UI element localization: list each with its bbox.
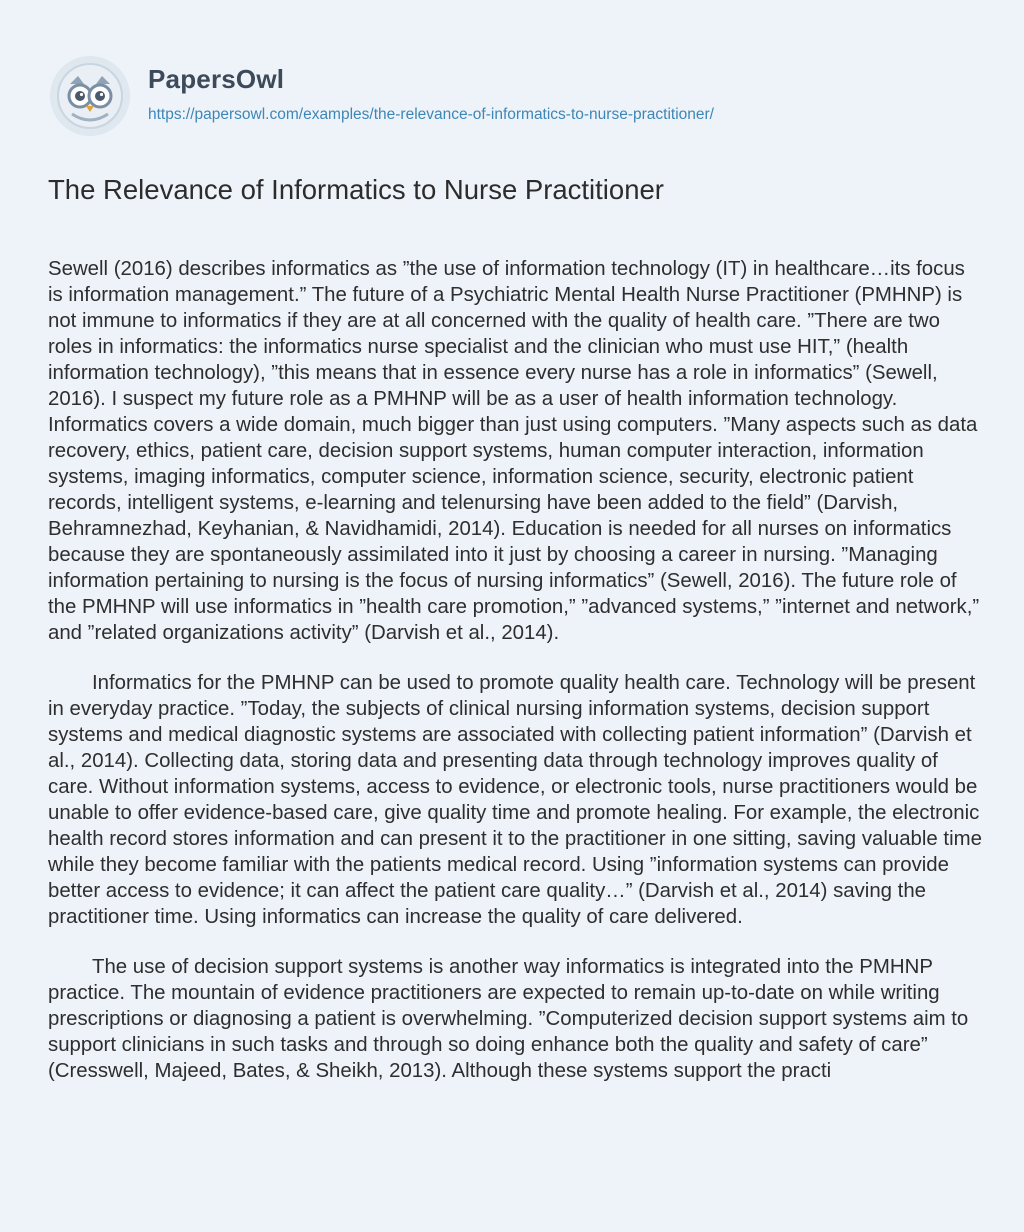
brand-block: [148, 60, 714, 124]
paragraph-2: Informatics for the PMHNP can be used to promote quality health care. Technology will be present in everyday practice. ”Today, the subjects of clinical nursing information systems, decision support systems and medical diagnostic systems are associated with collecting patient information” (Darvish et al., 2014). Collecting data, storing data and presenting data through technology improves quality of care. Without information systems, access to evidence, or electronic tools, nurse practitioners would be unable to offer evidence-based care, give quality time and promote healing. For example, the electronic health record stores information and can present it to the practitioner in one sitting, saving valuable time while they become familiar with the patients medical record. Using ”information systems can provide better access to evidence; it can affect the patient care quality…” (Darvish et al., 2014) saving the practitioner time. Using informatics can increase the quality of care delivered.: [48, 672, 982, 928]
source-url-link[interactable]: https://papersowl.com/examples/the-relevance-of-informatics-to-nurse-practitioner/: [148, 106, 714, 123]
paragraph-3: The use of decision support systems is another way informatics is integrated into the PMHNP practice. The mountain of evidence practitioners are expected to remain up-to-date on while writing prescriptions or diagnosing a patient is overwhelming. ”Computerized decision support systems aim to support clinicians in such tasks and through so doing enhance both the quality and safety of care” (Cresswell, Majeed, Bates, & Sheikh, 2013). Although these systems support the practi: [48, 956, 969, 1082]
brand-name[interactable]: PapersOwl: [148, 64, 285, 94]
site-header: [48, 60, 714, 130]
article-title: The Relevance of Informatics to Nurse Practitioner: [48, 174, 664, 205]
paragraph-1: Sewell (2016) describes informatics as ”the use of information technology (IT) in healthcare…its focus is information management.” The future of a Psychiatric Mental Health Nurse Practitioner (PMHNP) is not immune to informatics if they are at all concerned with the quality of health care. ”There are two roles in informatics: the informatics nurse specialist and the clinician who must use HIT,” (health information technology), ”this means that in essence every nurse has a role in informatics” (Sewell, 2016). I suspect my future role as a PMHNP will be as a user of health information technology. Informatics covers a wide domain, much bigger than just using computers. ”Many aspects such as data recovery, ethics, patient care, decision support systems, human computer interaction, information systems, imaging informatics, computer science, information science, security, electronic patient records, intelligent systems, e-learning and telenursing have been added to the field” (Darvish, Behramnezhad, Keyhanian, & Navidhamidi, 2014). Education is needed for all nurses on informatics because they are spontaneously assimilated into it just by choosing a career in nursing. ”Managing information pertaining to nursing is the focus of nursing informatics” (Sewell, 2016). The future role of the PMHNP will use informatics in ”health care promotion,” ”advanced systems,” ”internet and network,” and ”related organizations activity” (Darvish et al., 2014).: [48, 258, 980, 644]
owl-logo-icon: [48, 54, 132, 138]
article-body: [48, 256, 984, 1108]
